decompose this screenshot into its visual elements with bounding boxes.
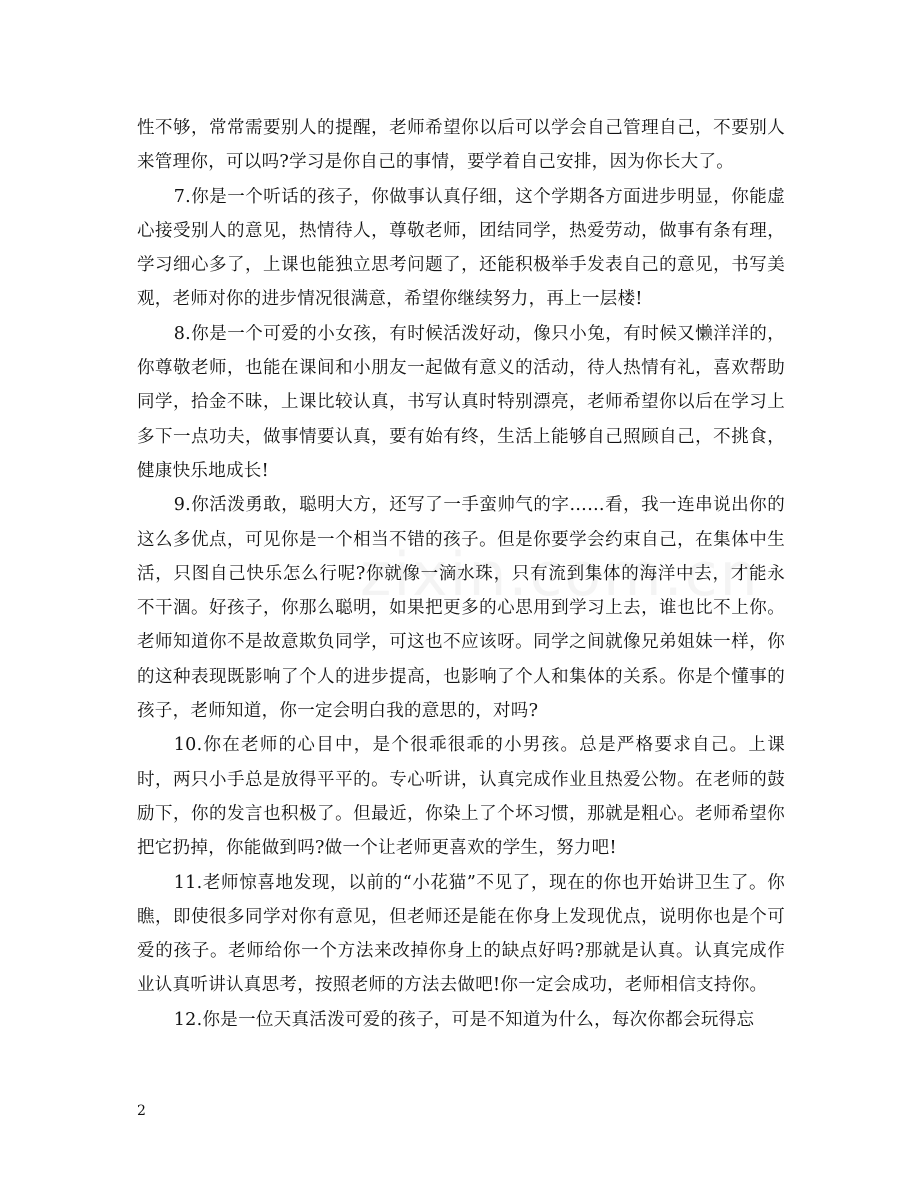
paragraph-item-7: 7.你是一个听话的孩子，你做事认真仔细，这个学期各方面进步明显，你能虚心接受别人的意见，热情待人，尊敬老师，团结同学，热爱劳动，做事有条有理，学习细心多了，上课也能独立思考问题了，还能积极举手发表自己的意见，书写美观，老师对你的进步情况很满意，希望你继续努力，再上一层楼! bbox=[137, 186, 785, 310]
paragraph-continuation: 性不够，常常需要别人的提醒，老师希望你以后可以学会自己管理自己，不要别人来管理你，可以吗?学习是你自己的事情，要学着自己安排，因为你长大了。 bbox=[137, 118, 785, 173]
paragraph-item-8: 8.你是一个可爱的小女孩，有时候活泼好动，像只小兔，有时候又懒洋洋的，你尊敬老师，也能在课间和小朋友一起做有意义的活动，待人热情有礼，喜欢帮助同学，拾金不昧，上课比较认真，书写认真时特别漂亮，老师希望你以后在学习上多下一点功夫，做事情要认真，要有始有终，生活上能够自己照顾自己，不挑食，健康快乐地成长! bbox=[137, 323, 785, 481]
document-body bbox=[137, 111, 785, 1037]
paragraph-item-10: 10.你在老师的心目中，是个很乖很乖的小男孩。总是严格要求自己。上课时，两只小手总是放得平平的。专心听讲，认真完成作业且热爱公物。在老师的鼓励下，你的发言也积极了。但最近，你染上了个坏习惯，那就是粗心。老师希望你把它扔掉，你能做到吗?做一个让老师更喜欢的学生，努力吧! bbox=[137, 735, 785, 859]
page-number: 2 bbox=[137, 1103, 146, 1119]
paragraph-item-12: 12.你是一位天真活泼可爱的孩子，可是不知道为什么，每次你都会玩得忘 bbox=[173, 1009, 755, 1030]
paragraph-item-11: 11.老师惊喜地发现，以前的“小花猫”不见了，现在的你也开始讲卫生了。你瞧，即使很多同学对你有意见，但老师还是能在你身上发现优点，说明你也是个可爱的孩子。老师给你一个方法来改掉你身上的缺点好吗?那就是认真。认真完成作业认真听讲认真思考，按照老师的方法去做吧!你一定会成功，老师相信支持你。 bbox=[137, 872, 785, 996]
paragraph-item-9: 9.你活泼勇敢，聪明大方，还写了一手蛮帅气的字……看，我一连串说出你的这么多优点，可见你是一个相当不错的孩子。但是你要学会约束自己，在集体中生活，只图自己快乐怎么行呢?你就像一滴水珠，只有流到集体的海洋中去，才能永不干涸。好孩子，你那么聪明，如果把更多的心思用到学习上去，谁也比不上你。老师知道你不是故意欺负同学，可这也不应该呀。同学之间就像兄弟姐妹一样，你的这种表现既影响了个人的进步提高，也影响了个人和集体的关系。你是个懂事的孩子，老师知道，你一定会明白我的意思的，对吗? bbox=[137, 495, 785, 722]
